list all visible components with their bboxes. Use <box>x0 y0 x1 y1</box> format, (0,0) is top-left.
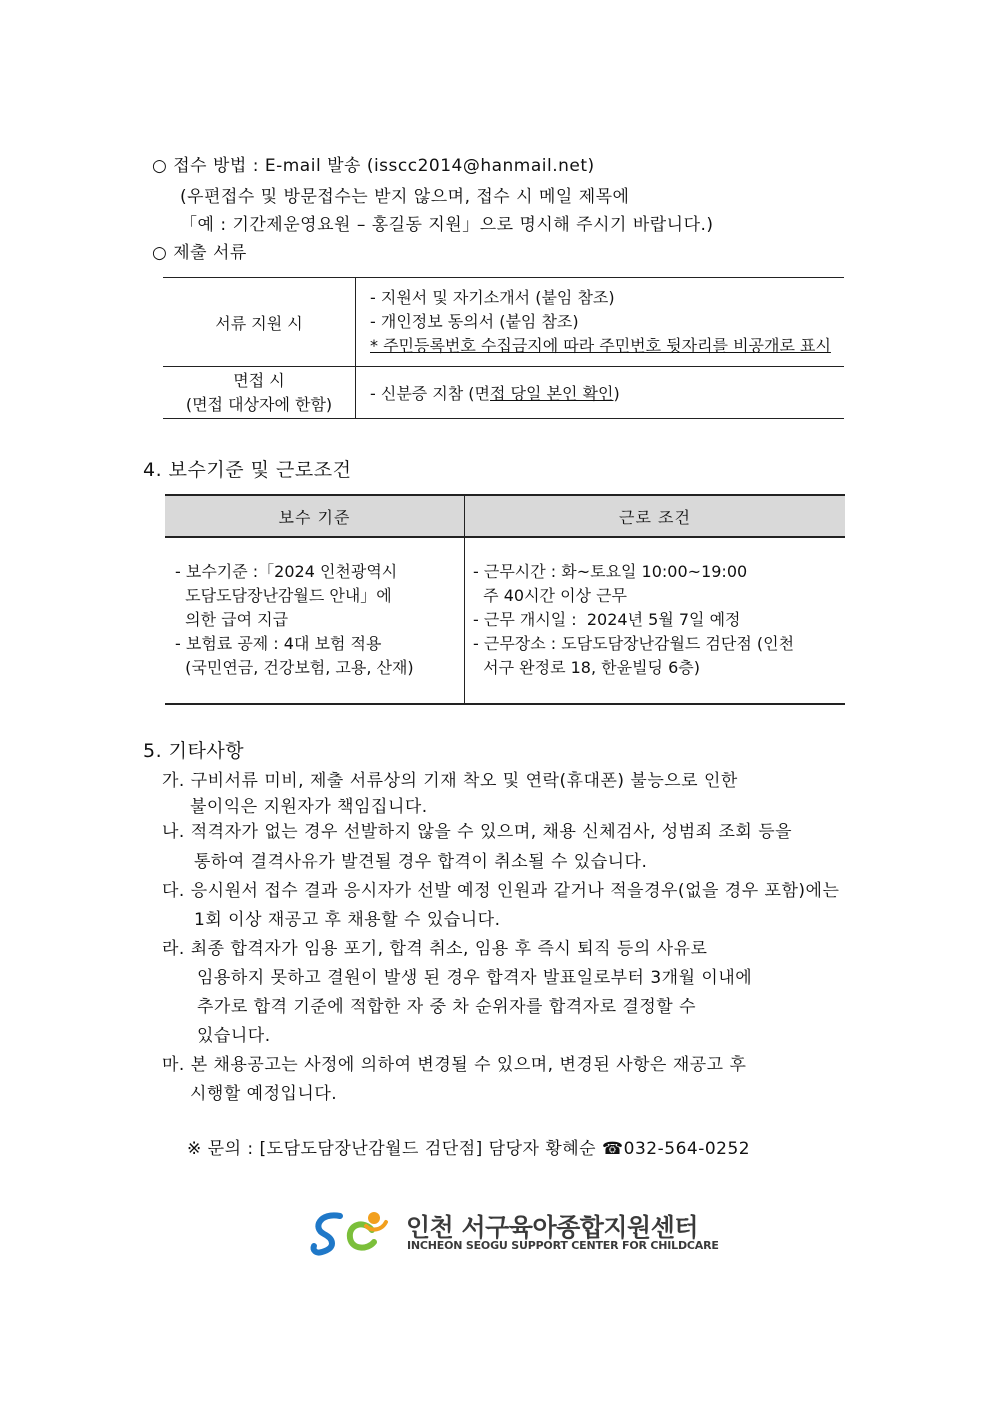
notice-item: 나. 적격자가 없는 경우 선발하지 않을 수 있으며, 채용 신체검사, 성범죄 조회 등을 <box>162 822 793 842</box>
section5-heading: 5. 기타사항 <box>143 740 245 762</box>
notice-item-cont: 시행할 예정입니다. <box>190 1084 338 1104</box>
docs-row-application <box>163 278 844 367</box>
docs-row-content <box>356 367 845 419</box>
docs-heading: ○ 제출 서류 <box>152 243 247 263</box>
notice-item-cont: 있습니다. <box>197 1026 271 1046</box>
work-line: 서구 완정로 18, 한윤빌딩 6층) <box>473 658 700 677</box>
center-logo-mark <box>310 1208 392 1258</box>
receipt-note-1: (우편접수 및 방문접수는 받지 않으며, 접수 시 메일 제목에 <box>180 187 630 207</box>
docs-row-interview <box>163 367 844 419</box>
notice-item: 다. 응시원서 접수 결과 응시자가 선발 예정 인원과 같거나 적을경우(없을 경우 포함)에는 <box>162 881 840 901</box>
pay-line: 의한 급여 지급 <box>175 610 289 629</box>
notice-item-cont: 통하여 결격사유가 발견될 경우 합격이 취소될 수 있습니다. <box>194 852 648 872</box>
docs-table <box>163 277 844 419</box>
work-line: - 근무 개시일 : 2024년 5월 7일 예정 <box>473 610 741 629</box>
interview-label: 면접 시 <box>233 370 285 390</box>
pay-line: (국민연금, 건강보험, 고용, 산재) <box>175 658 414 677</box>
notice-item-cont: 1회 이상 재공고 후 채용할 수 있습니다. <box>194 910 501 930</box>
docs-item: - 개인정보 동의서 (붙임 참조) <box>370 312 579 331</box>
docs-row-content <box>356 278 845 367</box>
work-line: 주 40시간 이상 근무 <box>473 586 627 605</box>
notice-item-cont: 불이익은 지원자가 책임집니다. <box>190 797 428 817</box>
pay-line: 도담도담장난감월드 안내」에 <box>175 586 392 605</box>
pay-line: - 보수기준 :「2024 인천광역시 <box>175 562 398 581</box>
center-logo-title: 인천 서구육아종합지원센터 <box>406 1213 699 1242</box>
notice-item-cont: 추가로 합격 기준에 적합한 자 중 차 순위자를 합격자로 결정할 수 <box>197 997 697 1017</box>
docs-row-label <box>163 367 356 419</box>
pay-standard-cell <box>165 537 465 704</box>
contact-line: ※ 문의 : [도담도담장난감월드 검단점] 담당자 황혜순 ☎032-564-0252 <box>187 1139 751 1159</box>
work-conditions-cell <box>465 537 846 704</box>
notice-item-cont: 임용하지 못하고 결원이 발생 된 경우 합격자 발표일로부터 3개월 이내에 <box>197 968 753 988</box>
notice-item: 라. 최종 합격자가 임용 포기, 합격 취소, 임용 후 즉시 퇴직 등의 사유로 <box>162 939 708 959</box>
center-logo <box>310 1208 719 1258</box>
section4-heading: 4. 보수기준 및 근로조건 <box>143 459 352 481</box>
interview-label-note: (면접 대상자에 한함) <box>185 394 333 414</box>
work-line: - 근무시간 : 화~토요일 10:00~19:00 <box>473 562 748 581</box>
interview-item-prefix: - 신분증 지참 (면 <box>370 384 491 403</box>
receipt-method: ○ 접수 방법 : E-mail 발송 (isscc2014@hanmail.net) <box>152 156 595 176</box>
docs-notice: * 주민등록번호 수집금지에 따라 주민번호 뒷자리를 비공개로 표시 <box>370 336 831 355</box>
interview-item-suffix: ) <box>613 384 620 403</box>
notice-item: 마. 본 채용공고는 사정에 의하여 변경될 수 있으며, 변경된 사항은 재공고 후 <box>162 1055 747 1075</box>
notice-item: 가. 구비서류 미비, 제출 서류상의 기재 착오 및 연락(휴대폰) 불능으로 인한 <box>162 771 738 791</box>
pay-table-row <box>165 537 845 704</box>
pay-table <box>165 494 845 705</box>
receipt-note-2: 「예 : 기간제운영요원 – 홍길동 지원」으로 명시해 주시기 바랍니다.) <box>180 215 714 235</box>
pay-standard-header: 보수 기준 <box>165 495 465 537</box>
interview-item-underlined: 접 당일 본인 확인 <box>490 384 614 403</box>
work-line: - 근무장소 : 도담도담장난감월드 검단점 (인천 <box>473 634 795 653</box>
work-conditions-header: 근로 조건 <box>465 495 846 537</box>
pay-table-header <box>165 495 845 537</box>
center-logo-subtitle: INCHEON SEOGU SUPPORT CENTER FOR CHILDCARE <box>407 1239 719 1252</box>
docs-row-label: 서류 지원 시 <box>163 278 356 367</box>
pay-line: - 보험료 공제 : 4대 보험 적용 <box>175 634 382 653</box>
docs-item: - 지원서 및 자기소개서 (붙임 참조) <box>370 288 615 307</box>
